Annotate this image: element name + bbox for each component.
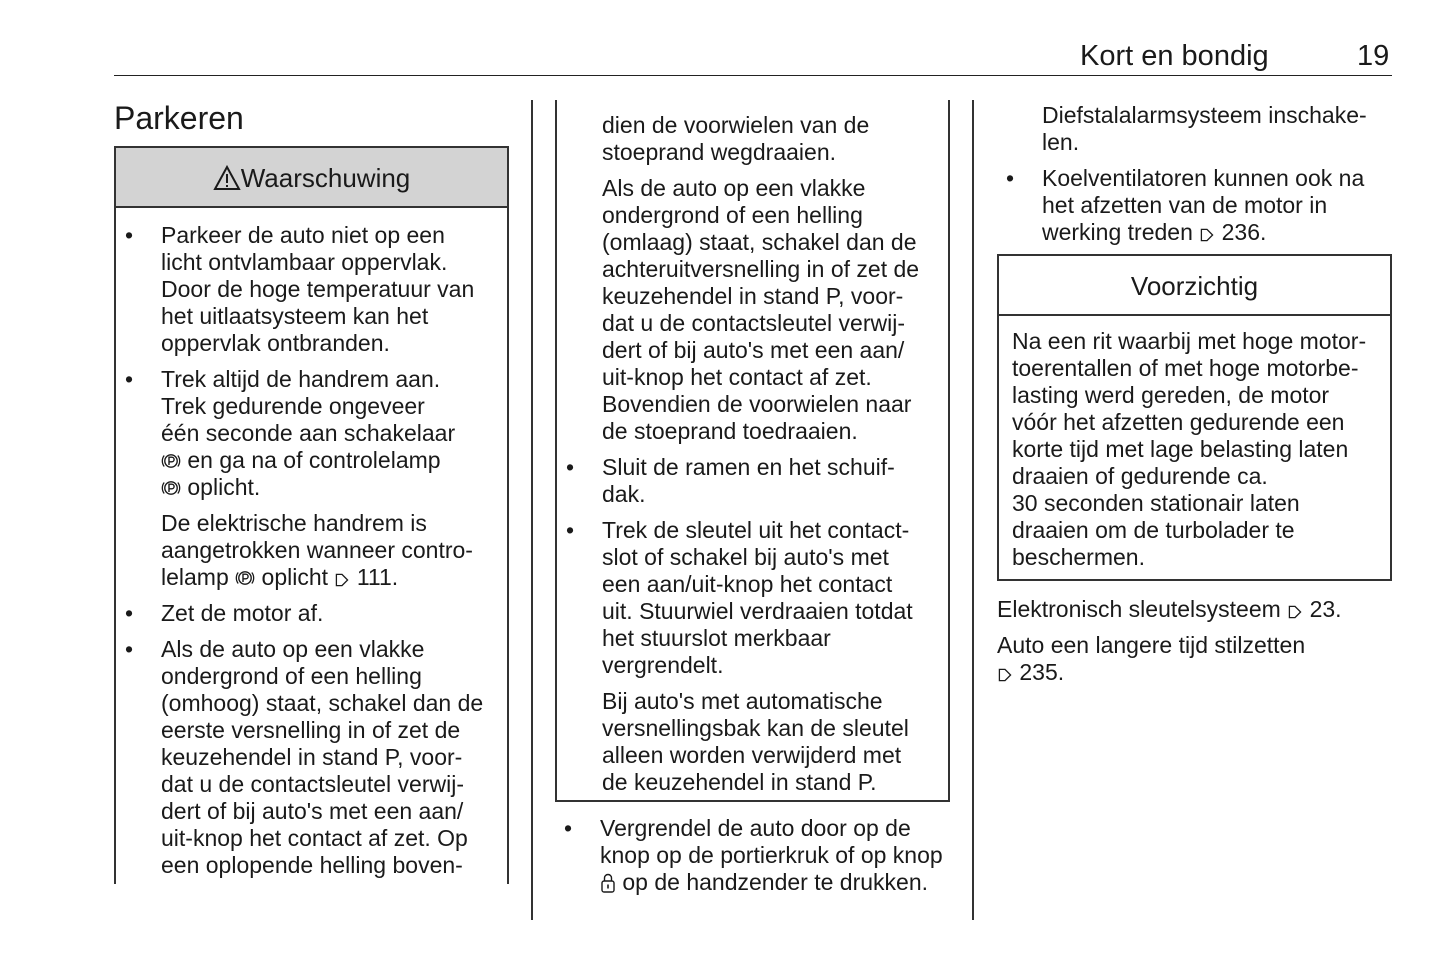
- cooling-fans-item: • Koelventilatoren kunnen ook na het afzetten van de motor in werking treden 236.: [1006, 165, 1365, 245]
- column-3-top: [997, 102, 1392, 255]
- cross-reference-page[interactable]: 23.: [1309, 596, 1342, 622]
- reference-long-storage: Auto een langere tijd stilzetten 235.: [997, 632, 1306, 685]
- cross-reference-page[interactable]: 111.: [356, 564, 399, 590]
- cross-reference-icon: [1199, 227, 1215, 243]
- bullet: •: [566, 454, 575, 480]
- warning-item-3: • Zet de motor af.: [125, 600, 324, 626]
- caution-heading: Voorzichtig: [999, 256, 1390, 316]
- parking-brake-icon: [161, 451, 181, 471]
- caution-body: Na een rit waarbij met hoge motor- toerentallen of met hoge motorbe- lasting werd gereden, de motor vóór het afzetten gedurende een korte tijd met lage belasting laten draaien of gedurende ca. 30 seconden stationair laten draaien om de turbolader te beschermen.: [1012, 328, 1367, 570]
- warning-box: [114, 146, 509, 884]
- column-divider-2: [972, 100, 974, 920]
- cross-reference-page[interactable]: 236.: [1221, 219, 1267, 245]
- bullet: •: [125, 600, 134, 626]
- warning-item-4-subparagraph: Als de auto op een vlakke ondergrond of een helling (omlaag) staat, schakel dan de achteruitversnelling in of zet de keuzehendel in stand P, voor- dat u de contactsleutel verwij- dert of bij auto's met een aan/ uit-knop het contact af zet. Bovendien de voorwielen naar de stoeprand toedraaien.: [602, 175, 920, 444]
- warning-triangle-icon: [213, 165, 241, 191]
- warning-item-6-subparagraph: Bij auto's met automatische versnellingsbak kan de sleutel alleen worden verwijderd met de keuzehendel in stand P.: [602, 688, 909, 795]
- warning-body: [116, 208, 507, 879]
- alarm-continuation: Diefstalalarmsysteem inschake- len.: [1042, 102, 1367, 155]
- bullet: •: [564, 815, 573, 841]
- running-header-title: Kort en bondig: [1080, 40, 1269, 72]
- warning-box-header: [116, 148, 507, 208]
- warning-item-4-continuation: dien de voorwielen van de stoeprand wegdraaien.: [602, 112, 870, 165]
- warning-item-5: • Sluit de ramen en het schuif- dak.: [566, 454, 895, 507]
- bullet: •: [1006, 165, 1015, 191]
- lock-icon: [600, 872, 616, 894]
- warning-item-2: • Trek altijd de handrem aan. Trek gedurende ongeveer één seconde aan schakelaar en ga na of controlelamp oplicht.: [125, 366, 456, 500]
- section-title: Parkeren: [114, 100, 244, 136]
- bullet: •: [125, 366, 134, 392]
- column-divider-1: [531, 100, 533, 920]
- warning-item-6: • Trek de sleutel uit het contact- slot of schakel bij auto's met een aan/uit-knop het contact uit. Stuurwiel verdraaien totdat het stuurslot merkbaar vergrendelt.: [566, 517, 913, 678]
- bullet: •: [125, 222, 134, 248]
- warning-item-4: • Als de auto op een vlakke ondergrond of een helling (omhoog) staat, schakel dan de eerste versnelling in of zet de keuzehendel in stand P, voor- dat u de contactsleutel verwij- dert of bij auto's met een aan/ uit-knop het contact af zet. Op een oplopende helling boven-: [125, 636, 484, 878]
- warning-box-continued: [555, 100, 950, 802]
- header-rule: [114, 75, 1392, 76]
- warning-heading: Waarschuwing: [240, 163, 411, 193]
- parking-brake-icon: [161, 478, 181, 498]
- column-3-references: [997, 596, 1392, 695]
- page-number: 19: [1357, 40, 1390, 72]
- warning-item-2-subparagraph: De elektrische handrem is aangetrokken wanneer contro- lelamp oplicht 111.: [161, 510, 473, 590]
- caution-box: [997, 254, 1392, 581]
- cross-reference-icon: [1287, 604, 1303, 620]
- cross-reference-page[interactable]: 235.: [1019, 659, 1065, 685]
- cross-reference-icon: [334, 572, 350, 588]
- bullet: •: [566, 517, 575, 543]
- bullet: •: [125, 636, 134, 662]
- parking-brake-icon: [235, 568, 255, 588]
- warning-item-1: • Parkeer de auto niet op een licht ontvlambaar oppervlak. Door de hoge temperatuur van het uitlaatsysteem kan het oppervlak ontbranden.: [125, 222, 475, 356]
- reference-electronic-key: Elektronisch sleutelsysteem 23.: [997, 596, 1342, 622]
- cross-reference-icon: [997, 667, 1013, 683]
- warning-body-continued: [557, 100, 948, 796]
- lock-vehicle-item: • Vergrendel de auto door op de knop op de portierkruk of op knop op de handzender te drukken.: [564, 815, 943, 895]
